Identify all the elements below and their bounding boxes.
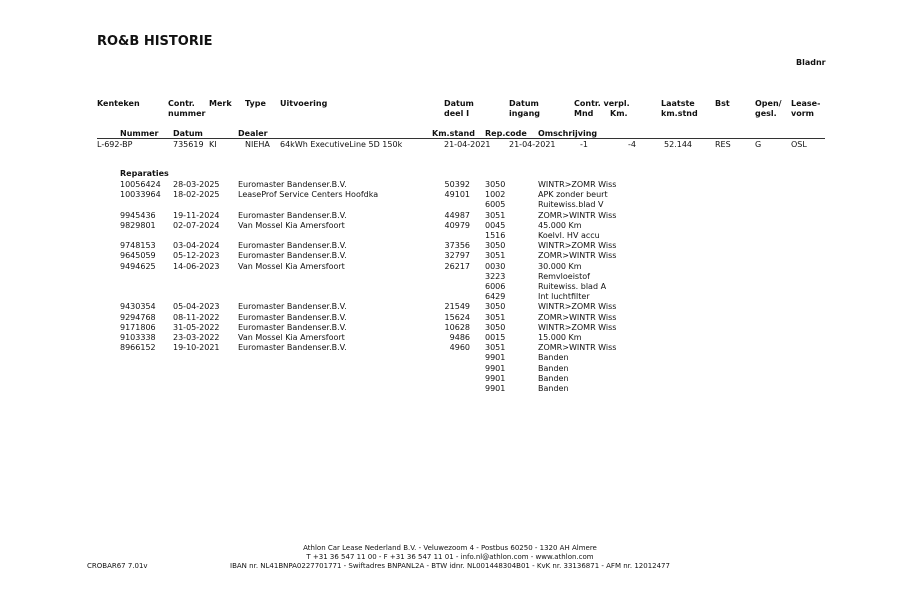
repair-nummer: 9645059 (120, 251, 156, 261)
repair-dealer: Euromaster Bandenser.B.V. (238, 241, 347, 251)
table-row (0, 180, 900, 190)
repair-dealer: Van Mossel Kia Amersfoort (238, 261, 345, 271)
table-row (0, 262, 900, 272)
repair-omschrijving: Banden (538, 384, 569, 393)
repair-datum: 23-03-2022 (173, 333, 220, 342)
repair-datum: 02-07-2024 (173, 220, 220, 230)
footer-address: Athlon Car Lease Nederland B.V. - Veluwezoom 4 - Postbus 60250 - 1320 AH Almere (303, 544, 597, 552)
repair-dealer: Euromaster Bandenser.B.V. (238, 322, 347, 332)
table-row (0, 343, 900, 353)
table-row (0, 364, 900, 374)
table-row (0, 221, 900, 231)
table-row (0, 333, 900, 343)
header-datum-deel: Datum (444, 99, 474, 108)
header-type: Type (245, 99, 266, 108)
header-mnd: Mnd (574, 109, 594, 118)
repair-kmstand: 40979 (444, 220, 470, 230)
vehicle-km: -4 (628, 140, 636, 149)
table-row (0, 292, 900, 302)
table-row (0, 251, 900, 261)
repair-omschrijving: ZOMR>WINTR Wiss (538, 343, 617, 353)
vehicle-kenteken: L-692-BP (97, 140, 133, 149)
repair-dealer: Euromaster Bandenser.B.V. (238, 180, 347, 189)
reparaties-label: Reparaties (120, 169, 169, 178)
table-row (0, 282, 900, 292)
repair-dealer: Van Mossel Kia Amersfoort (238, 220, 345, 230)
repair-kmstand: 9486 (449, 333, 470, 342)
subheader-dealer: Dealer (238, 129, 268, 138)
repair-code: 3223 (485, 271, 506, 281)
repair-datum: 28-03-2025 (173, 180, 220, 189)
repair-kmstand: 26217 (444, 261, 470, 271)
repair-datum: 19-11-2024 (173, 210, 220, 220)
repair-code: 1516 (485, 231, 506, 240)
repair-nummer: 9494625 (120, 261, 156, 271)
repair-dealer: Van Mossel Kia Amersfoort (238, 333, 345, 342)
repair-omschrijving: 15.000 Km (538, 333, 582, 342)
repair-kmstand: 37356 (444, 241, 470, 251)
repair-code: 9901 (485, 373, 506, 383)
header-kenteken: Kenteken (97, 99, 140, 108)
vehicle-open-gesl: G (755, 140, 762, 149)
vehicle-type: NIEHA (245, 140, 270, 149)
repair-kmstand: 44987 (444, 210, 470, 220)
repair-nummer: 8966152 (120, 343, 156, 353)
header-merk: Merk (209, 99, 232, 108)
header-datum-ingang: Datum (509, 99, 539, 108)
vehicle-laatste-km: 52.144 (664, 140, 692, 149)
repair-code: 3050 (485, 180, 506, 189)
repair-kmstand: 49101 (444, 190, 470, 200)
header-ingang: ingang (509, 109, 540, 118)
repair-omschrijving: APK zonder beurt (538, 190, 608, 200)
repair-omschrijving: Remvloeistof (538, 271, 590, 281)
repair-omschrijving: 45.000 Km (538, 220, 582, 230)
subheader-omschrijving: Omschrijving (538, 129, 598, 138)
repair-dealer: Euromaster Bandenser.B.V. (238, 343, 347, 353)
repair-omschrijving: Banden (538, 373, 569, 383)
header-contr: Contr. (168, 99, 195, 108)
table-row (0, 374, 900, 384)
repair-datum: 31-05-2022 (173, 322, 220, 332)
repair-nummer: 9294768 (120, 312, 156, 322)
repair-omschrijving: WINTR>ZOMR Wiss (538, 302, 617, 312)
repair-nummer: 9103338 (120, 333, 156, 342)
page-title: RO&B HISTORIE (97, 34, 213, 49)
header-nummer: nummer (168, 109, 206, 118)
repair-code: 0045 (485, 220, 506, 230)
repair-datum: 14-06-2023 (173, 261, 220, 271)
subheader-repcode: Rep.code (485, 129, 527, 138)
table-row (0, 313, 900, 323)
vehicle-merk: KI (209, 140, 217, 149)
header-lease: Lease- (791, 99, 821, 108)
table-row (0, 190, 900, 200)
repair-nummer: 9171806 (120, 322, 156, 332)
header-open: Open/ (755, 99, 782, 108)
header-kmstnd: km.stnd (661, 109, 698, 118)
footer-contact: T +31 36 547 11 00 - F +31 36 547 11 01 - info.nl@athlon.com - www.athlon.com (306, 553, 594, 561)
header-bst: Bst (715, 99, 730, 108)
repair-code: 9901 (485, 384, 506, 393)
vehicle-datum-ingang: 21-04-2021 (509, 140, 556, 149)
header-divider (97, 138, 825, 139)
header-km: Km. (610, 109, 628, 118)
repair-kmstand: 10628 (444, 322, 470, 332)
repair-omschrijving: ZOMR>WINTR Wiss (538, 210, 617, 220)
vehicle-contract: 735619 (173, 140, 204, 149)
repair-omschrijving: 30.000 Km (538, 261, 582, 271)
table-row (0, 241, 900, 251)
repair-omschrijving: WINTR>ZOMR Wiss (538, 241, 617, 251)
repair-omschrijving: Koelvl. HV accu (538, 231, 600, 240)
table-row (0, 272, 900, 282)
header-deel: deel I (444, 109, 470, 118)
table-row (0, 200, 900, 210)
vehicle-lease-vorm: OSL (791, 140, 807, 149)
vehicle-datum-deel: 21-04-2021 (444, 140, 491, 149)
table-row (0, 323, 900, 333)
repair-omschrijving: Banden (538, 353, 569, 363)
repair-code: 6005 (485, 200, 506, 210)
repair-omschrijving: Banden (538, 363, 569, 373)
repair-nummer: 10033964 (120, 190, 161, 200)
header-contr-verpl: Contr. verpl. (574, 99, 630, 108)
header-vorm: vorm (791, 109, 814, 118)
subheader-kmstand: Km.stand (432, 129, 475, 138)
repair-datum: 19-10-2021 (173, 343, 220, 353)
repair-datum: 03-04-2024 (173, 241, 220, 251)
table-row (0, 211, 900, 221)
repair-kmstand: 50392 (444, 180, 470, 189)
subheader-nummer: Nummer (120, 129, 159, 138)
repair-omschrijving: Int luchtfilter (538, 292, 590, 302)
repair-dealer: Euromaster Bandenser.B.V. (238, 251, 347, 261)
footer-bank: IBAN nr. NL41BNPA0227701771 - Swiftadres BNPANL2A - BTW idnr. NL001448304B01 - KvK nr. 33136871 - AFM nr. 12012477 (230, 562, 670, 570)
repair-kmstand: 15624 (444, 312, 470, 322)
repair-code: 3050 (485, 302, 506, 312)
repair-code: 6429 (485, 292, 506, 302)
repair-nummer: 9945436 (120, 210, 156, 220)
repair-dealer: LeaseProf Service Centers Hoofdka (238, 190, 379, 200)
repair-dealer: Euromaster Bandenser.B.V. (238, 210, 347, 220)
table-row (0, 384, 900, 394)
vehicle-mnd: -1 (580, 140, 588, 149)
repair-datum: 05-04-2023 (173, 302, 220, 312)
repair-code: 1002 (485, 190, 506, 200)
header-uitvoering: Uitvoering (280, 99, 328, 108)
repair-nummer: 9829801 (120, 220, 156, 230)
table-row (0, 302, 900, 312)
repair-code: 3051 (485, 210, 506, 220)
repair-datum: 18-02-2025 (173, 190, 220, 200)
bladnr-label: Bladnr (796, 58, 826, 67)
repair-code: 3051 (485, 343, 506, 353)
header-gesl: gesl. (755, 109, 777, 118)
repair-omschrijving: ZOMR>WINTR Wiss (538, 251, 617, 261)
vehicle-bst: RES (715, 140, 731, 149)
repair-code: 6006 (485, 282, 506, 291)
table-row (0, 231, 900, 241)
repair-code: 3050 (485, 241, 506, 251)
repair-datum: 05-12-2023 (173, 251, 220, 261)
repair-dealer: Euromaster Bandenser.B.V. (238, 302, 347, 312)
repair-code: 9901 (485, 353, 506, 363)
repair-omschrijving: Ruitewiss.blad V (538, 200, 604, 210)
repair-nummer: 9748153 (120, 241, 156, 251)
repair-code: 0015 (485, 333, 506, 342)
repair-omschrijving: WINTR>ZOMR Wiss (538, 180, 617, 189)
repair-kmstand: 21549 (444, 302, 470, 312)
repair-nummer: 10056424 (120, 180, 161, 189)
repair-kmstand: 32797 (444, 251, 470, 261)
repair-kmstand: 4960 (449, 343, 470, 353)
repair-omschrijving: Ruitewiss. blad A (538, 282, 607, 291)
repair-code: 0030 (485, 261, 506, 271)
repair-code: 9901 (485, 363, 506, 373)
repair-code: 3051 (485, 251, 506, 261)
repair-omschrijving: ZOMR>WINTR Wiss (538, 312, 617, 322)
repair-datum: 08-11-2022 (173, 312, 220, 322)
repair-nummer: 9430354 (120, 302, 156, 312)
footer-version: CROBAR67 7.01v (87, 562, 148, 570)
repair-code: 3051 (485, 312, 506, 322)
repair-dealer: Euromaster Bandenser.B.V. (238, 312, 347, 322)
table-row (0, 353, 900, 363)
vehicle-uitvoering: 64kWh ExecutiveLine 5D 150k (280, 140, 403, 149)
subheader-datum: Datum (173, 129, 203, 138)
header-laatste: Laatste (661, 99, 695, 108)
repair-code: 3050 (485, 322, 506, 332)
repair-omschrijving: WINTR>ZOMR Wiss (538, 322, 617, 332)
